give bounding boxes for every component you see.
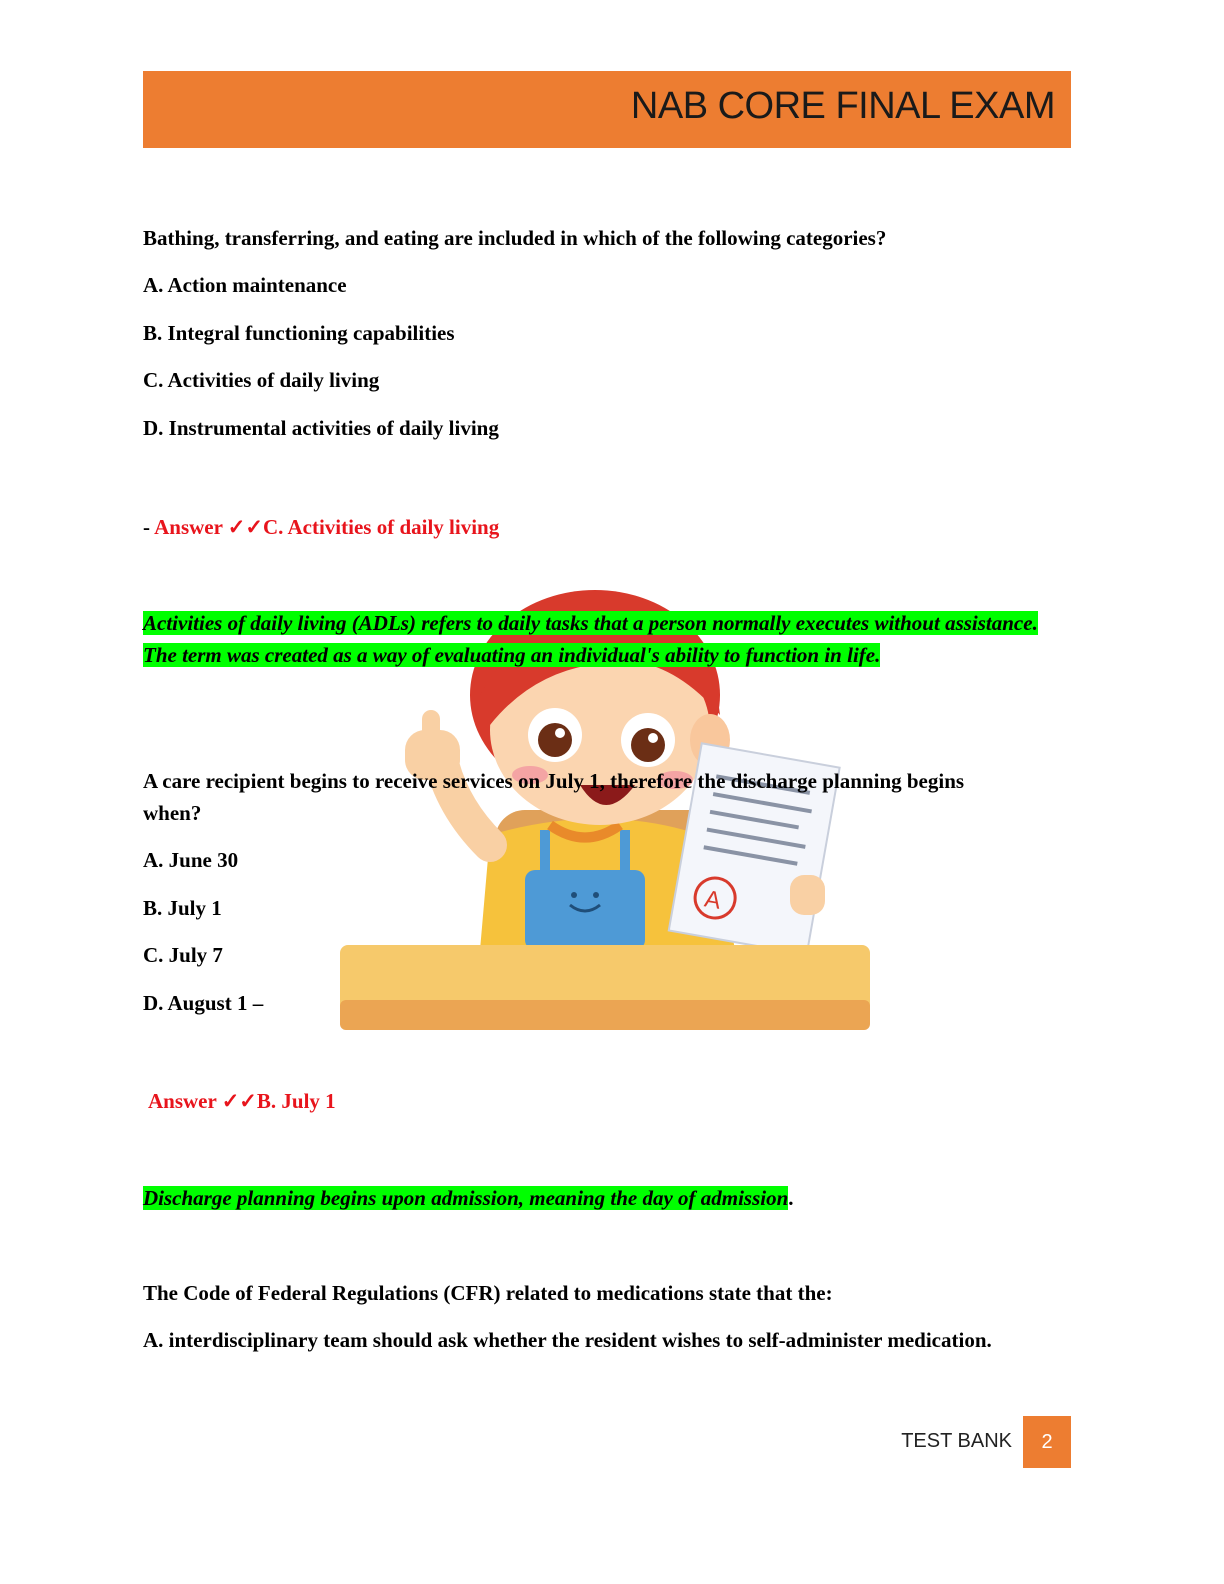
question-2-option-b: B. July 1 bbox=[143, 896, 222, 920]
question-1-option-b: B. Integral functioning capabilities bbox=[143, 321, 455, 345]
question-2-option-d: D. August 1 – bbox=[143, 991, 264, 1015]
question-2-option-a: A. June 30 bbox=[143, 848, 239, 872]
question-1-answer bbox=[143, 511, 499, 543]
document-title: NAB CORE FINAL EXAM bbox=[630, 85, 1055, 127]
paper-grade: A bbox=[702, 885, 723, 915]
question-2-text: A care recipient begins to receive services on July 1, therefore the discharge planning begins when? bbox=[143, 769, 965, 825]
question-2-answer: Answer ✓✓B. July 1 bbox=[148, 1089, 336, 1113]
question-1-option-a: A. Action maintenance bbox=[143, 273, 347, 297]
explanation-highlight: Activities of daily living (ADLs) refers to daily tasks that a person normally executes without assistance. The term was created as a way of evaluating an individual's ability to function in life. bbox=[143, 611, 1038, 667]
question-2-explanation bbox=[143, 1182, 1046, 1214]
question-1-text: Bathing, transferring, and eating are included in which of the following categories? bbox=[143, 226, 887, 250]
answer-prefix: - bbox=[143, 515, 155, 539]
page-number: 2 bbox=[1023, 1416, 1071, 1468]
answer-text: Answer ✓✓C. Activities of daily living bbox=[154, 515, 500, 539]
header-bar bbox=[143, 71, 1071, 148]
explanation-tail: . bbox=[788, 1186, 794, 1210]
question-1-explanation bbox=[143, 607, 1046, 671]
explanation-highlight: Discharge planning begins upon admission, meaning the day of admission bbox=[143, 1186, 789, 1210]
question-3-option-a: A. interdisciplinary team should ask whether the resident wishes to self-administer medication. bbox=[143, 1328, 992, 1352]
footer-label: TEST BANK bbox=[901, 1430, 1012, 1452]
question-2-option-c: C. July 7 bbox=[143, 943, 223, 967]
question-1-option-c: C. Activities of daily living bbox=[143, 368, 380, 392]
question-1-option-d: D. Instrumental activities of daily living bbox=[143, 416, 499, 440]
question-3-text: The Code of Federal Regulations (CFR) related to medications state that the: bbox=[143, 1281, 833, 1305]
